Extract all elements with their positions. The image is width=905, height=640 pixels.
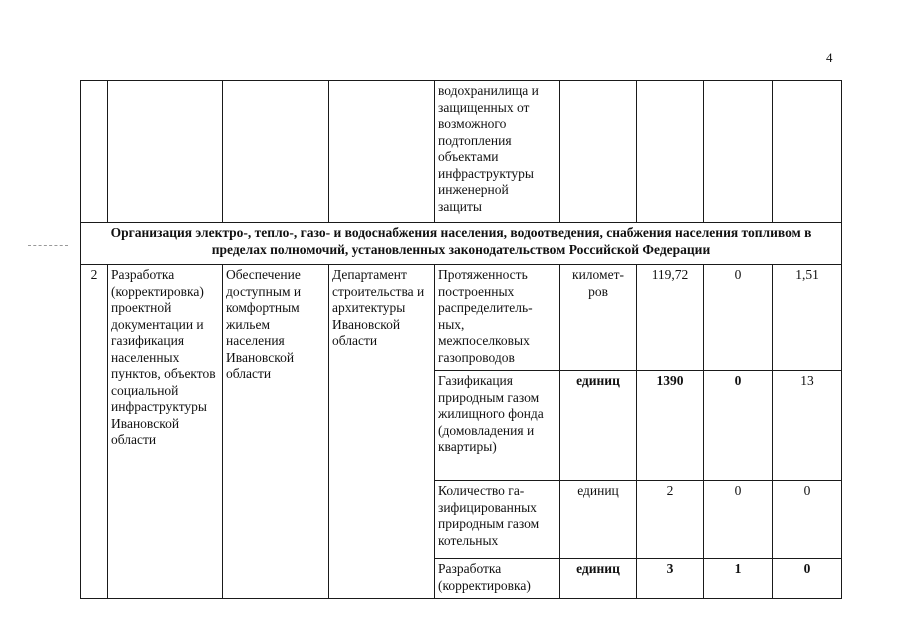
cell-empty (81, 81, 108, 223)
indicator-value-1: 2 (637, 481, 704, 559)
indicators-table (80, 80, 842, 599)
indicator-name: Разработка (корректировка) (435, 559, 560, 599)
indicator-name: Количество га-зифицированных природным газом котельных (435, 481, 560, 559)
page-number: 4 (826, 50, 833, 65)
indicator-value-1: 119,72 (637, 265, 704, 371)
item-number: 2 (81, 265, 108, 599)
continuation-indicator-text: водохранилища и защищенных от возможного подтопления объектами инфраструктуры инженерной защиты (435, 81, 560, 223)
indicator-value-3: 0 (773, 559, 842, 599)
indicator-unit: километ-ров (560, 265, 637, 371)
indicator-value-3: 0 (773, 481, 842, 559)
cell-empty (108, 81, 223, 223)
indicator-value-2: 1 (704, 559, 773, 599)
indicator-unit: единиц (560, 559, 637, 599)
indicator-unit: единиц (560, 481, 637, 559)
item-event: Разработка (корректировка) проектной документации и газификация населенных пунктов, объектов социальной инфраструктуры Ивановской области (108, 265, 223, 599)
cell-empty (329, 81, 435, 223)
indicator-value-2: 0 (704, 481, 773, 559)
cell-empty (637, 81, 704, 223)
indicator-value-2: 0 (704, 371, 773, 481)
table-row (81, 265, 842, 371)
indicator-value-3: 13 (773, 371, 842, 481)
indicator-name: Протяженность построенных распределитель-ных, межпоселковых газопроводов (435, 265, 560, 371)
cell-empty (704, 81, 773, 223)
cell-empty (773, 81, 842, 223)
cell-empty (560, 81, 637, 223)
scan-artifact-line (28, 245, 68, 246)
indicator-value-1: 3 (637, 559, 704, 599)
item-executor: Департамент строительства и архитектуры Ивановской области (329, 265, 435, 599)
item-goal: Обеспечение доступным и комфортным жильем населения Ивановской области (223, 265, 329, 599)
indicator-name: Газификация природным газом жилищного фонда (домовладения и квартиры) (435, 371, 560, 481)
section-heading-row (81, 223, 842, 265)
cell-empty (223, 81, 329, 223)
indicator-value-3: 1,51 (773, 265, 842, 371)
indicator-value-2: 0 (704, 265, 773, 371)
section-heading: Организация электро-, тепло-, газо- и водоснабжения населения, водоотведения, снабжения населения топливом в пределах полномочий, установленных законодательством Российской Федерации (81, 223, 842, 265)
indicator-value-1: 1390 (637, 371, 704, 481)
continuation-row (81, 81, 842, 223)
indicator-unit: единиц (560, 371, 637, 481)
